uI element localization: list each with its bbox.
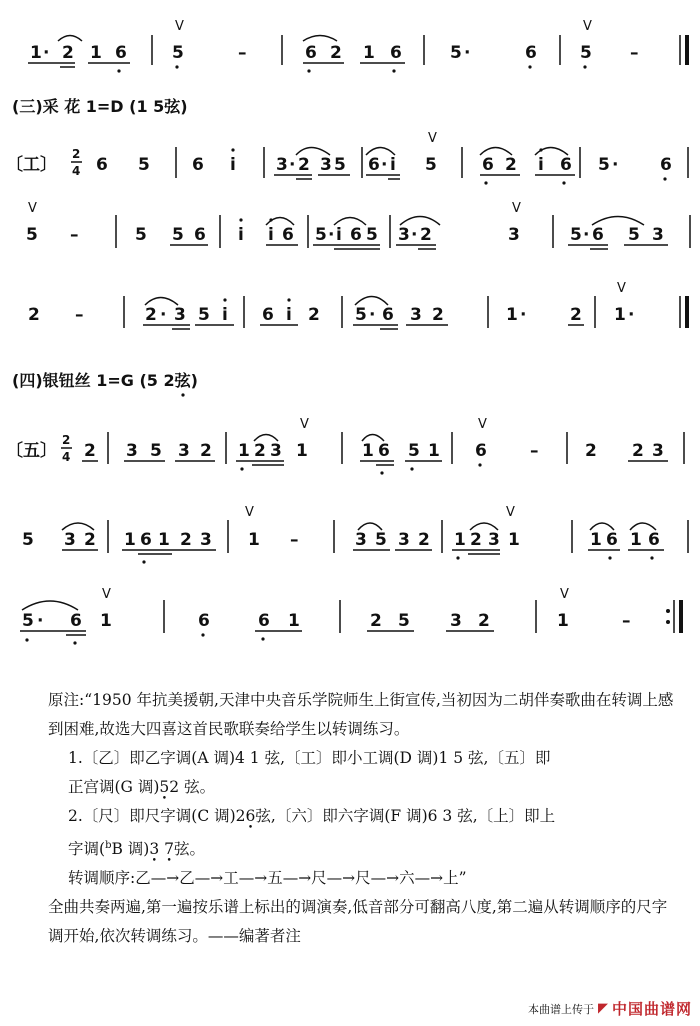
svg-text:1: 1 [362, 441, 374, 461]
svg-text:5: 5 [172, 43, 184, 63]
svg-text:·: · [381, 155, 388, 175]
svg-text:5: 5 [580, 43, 592, 63]
svg-text:V: V [583, 19, 592, 34]
svg-text:6: 6 [648, 530, 660, 550]
svg-text:5: 5 [22, 530, 34, 550]
svg-text:1: 1 [508, 530, 520, 550]
svg-text:1: 1 [428, 441, 440, 461]
svg-text:2: 2 [632, 441, 644, 461]
svg-text:·: · [160, 305, 167, 325]
svg-text:5: 5 [22, 611, 34, 631]
svg-text:i: i [222, 305, 228, 325]
original-note: 原注:“1950 年抗美援朝,天津中央音乐学院师生上街宣传,当初因为二胡伴奏歌曲在转调上感到困难,故选大四喜这首民歌联奏给学生以转调练习。 [48, 691, 674, 738]
svg-text:2: 2 [200, 441, 212, 461]
svg-text:V: V [428, 131, 437, 146]
site-name[interactable]: 中国曲谱网 [611, 1000, 692, 1018]
svg-text:–: – [70, 225, 79, 245]
svg-text:·: · [37, 611, 44, 631]
svg-text:3: 3 [652, 441, 664, 461]
svg-text:·: · [328, 225, 335, 245]
svg-text:5: 5 [198, 305, 210, 325]
svg-text:6: 6 [194, 225, 206, 245]
svg-text:5: 5 [570, 225, 582, 245]
svg-text:5: 5 [398, 611, 410, 631]
svg-text:3: 3 [355, 530, 367, 550]
svg-text:2: 2 [84, 530, 96, 550]
svg-text:·: · [520, 305, 527, 325]
svg-text:6: 6 [368, 155, 380, 175]
svg-text:5: 5 [450, 43, 462, 63]
svg-text:3: 3 [174, 305, 186, 325]
svg-text:V: V [617, 281, 626, 296]
svg-text:i: i [286, 305, 292, 325]
svg-text:·: · [43, 43, 50, 63]
svg-text:3: 3 [270, 441, 282, 461]
svg-text:6: 6 [592, 225, 604, 245]
svg-text:1: 1 [296, 441, 308, 461]
svg-text:3: 3 [652, 225, 664, 245]
svg-text:·: · [464, 43, 471, 63]
svg-text:·: · [411, 225, 418, 245]
svg-text:–: – [290, 530, 299, 550]
svg-text:·: · [289, 155, 296, 175]
svg-text:3: 3 [508, 225, 520, 245]
svg-text:1: 1 [158, 530, 170, 550]
svg-text:3: 3 [398, 530, 410, 550]
note-1-line-1: 1.〔乙〕即乙字调(A 调)4 1 弦,〔工〕即小工调(D 调)1 5 弦,〔五〕即 [68, 749, 551, 767]
svg-text:6: 6 [262, 305, 274, 325]
svg-text:i: i [390, 155, 396, 175]
svg-text:3: 3 [276, 155, 288, 175]
svg-text:i: i [268, 225, 274, 245]
svg-text:6: 6 [382, 305, 394, 325]
svg-text:1: 1 [30, 43, 42, 63]
svg-text:6: 6 [560, 155, 572, 175]
svg-text:·: · [612, 155, 619, 175]
editor-notes [28, 686, 680, 951]
svg-text:2: 2 [570, 305, 582, 325]
svg-text:6: 6 [258, 611, 270, 631]
svg-text:2: 2 [585, 441, 597, 461]
svg-text:V: V [478, 417, 487, 432]
svg-text:1: 1 [238, 441, 250, 461]
note-2-line-2: 字调($^b$B 调)3 • 7 •弦。 [28, 831, 680, 864]
key-label-gong: 〔工〕 [6, 155, 57, 175]
footer [528, 998, 692, 1019]
svg-text:6: 6 [482, 155, 494, 175]
svg-text:1: 1 [614, 305, 626, 325]
svg-text:6: 6 [192, 155, 204, 175]
svg-text:3: 3 [450, 611, 462, 631]
uploaded-text: 本曲谱上传于 [527, 1002, 594, 1016]
svg-text:6: 6 [305, 43, 317, 63]
svg-text:2: 2 [370, 611, 382, 631]
svg-text:V: V [506, 505, 515, 520]
svg-text:5: 5 [172, 225, 184, 245]
svg-text:5: 5 [598, 155, 610, 175]
svg-text:2: 2 [62, 43, 74, 63]
svg-text:2: 2 [180, 530, 192, 550]
svg-text:1: 1 [506, 305, 518, 325]
svg-text:2: 2 [432, 305, 444, 325]
svg-text:1: 1 [630, 530, 642, 550]
svg-text:2: 2 [72, 147, 81, 161]
svg-text:5: 5 [408, 441, 420, 461]
svg-text:2: 2 [478, 611, 490, 631]
svg-text:5: 5 [334, 155, 346, 175]
svg-text:·: · [369, 305, 376, 325]
svg-text:V: V [102, 587, 111, 602]
svg-text:6: 6 [96, 155, 108, 175]
svg-text:–: – [630, 43, 639, 63]
modulation-order: 转调顺序:乙—→乙—→工—→五—→尺—→尺—→六—→上” [68, 869, 467, 888]
svg-text:2: 2 [28, 305, 40, 325]
svg-text:V: V [300, 417, 309, 432]
score-line-4 [28, 281, 687, 329]
svg-text:2: 2 [145, 305, 157, 325]
svg-text:1: 1 [124, 530, 136, 550]
note-2-line-1: 2.〔尺〕即尺字调(C 调)26 •弦,〔六〕即六字调(F 调)6 3 弦,〔上〕即上 [28, 802, 680, 831]
section-3-title: (三)采 花 1=D (1 5弦) [12, 97, 188, 116]
svg-text:6: 6 [140, 530, 152, 550]
svg-text:5: 5 [425, 155, 437, 175]
svg-text:–: – [75, 305, 84, 325]
svg-text:i: i [230, 155, 236, 175]
svg-text:V: V [512, 201, 521, 216]
svg-text:2: 2 [62, 433, 71, 447]
svg-text:4: 4 [62, 450, 71, 464]
svg-text:1: 1 [454, 530, 466, 550]
note-1-line-2: 正宫调(G 调)5 •2 弦。 [28, 773, 680, 802]
svg-text:V: V [28, 201, 37, 216]
section-4-title: (四)银钮丝 1=G (5 2弦) [12, 371, 198, 390]
svg-text:5: 5 [375, 530, 387, 550]
svg-text:1: 1 [363, 43, 375, 63]
key-label-wu: 〔五〕 [6, 441, 57, 461]
score-line-7 [20, 587, 681, 645]
svg-text:5: 5 [355, 305, 367, 325]
svg-text:6: 6 [606, 530, 618, 550]
svg-text:2: 2 [84, 441, 96, 461]
score-line-5 [6, 417, 684, 475]
svg-text:–: – [530, 441, 539, 461]
svg-text:1: 1 [288, 611, 300, 631]
svg-text:6: 6 [475, 441, 487, 461]
svg-text:2: 2 [330, 43, 342, 63]
svg-text:2: 2 [470, 530, 482, 550]
svg-text:6: 6 [115, 43, 127, 63]
svg-text:6: 6 [198, 611, 210, 631]
svg-text:5: 5 [26, 225, 38, 245]
svg-text:4: 4 [72, 164, 81, 178]
svg-text:5: 5 [138, 155, 150, 175]
svg-text:6: 6 [282, 225, 294, 245]
svg-text:5: 5 [150, 441, 162, 461]
svg-text:·: · [583, 225, 590, 245]
svg-text:1: 1 [248, 530, 260, 550]
svg-text:5: 5 [135, 225, 147, 245]
svg-text:5: 5 [315, 225, 327, 245]
svg-text:i: i [336, 225, 342, 245]
svg-text:3: 3 [488, 530, 500, 550]
svg-text:3: 3 [178, 441, 190, 461]
svg-text:2: 2 [254, 441, 266, 461]
svg-text:3: 3 [320, 155, 332, 175]
svg-text:3: 3 [126, 441, 138, 461]
svg-text:1: 1 [590, 530, 602, 550]
svg-text:i: i [538, 155, 544, 175]
svg-text:1: 1 [557, 611, 569, 631]
svg-text:V: V [245, 505, 254, 520]
site-logo-icon: ◤ [597, 1001, 608, 1016]
svg-text:i: i [238, 225, 244, 245]
svg-text:·: · [628, 305, 635, 325]
score-line-2 [6, 131, 688, 185]
score-line-3 [26, 201, 690, 249]
svg-text:6: 6 [525, 43, 537, 63]
svg-text:–: – [238, 43, 247, 63]
svg-text:2: 2 [298, 155, 310, 175]
svg-text:3: 3 [410, 305, 422, 325]
svg-text:3: 3 [398, 225, 410, 245]
svg-text:6: 6 [350, 225, 362, 245]
svg-text:2: 2 [420, 225, 432, 245]
svg-text:6: 6 [390, 43, 402, 63]
svg-text:5: 5 [366, 225, 378, 245]
svg-text:–: – [622, 611, 631, 631]
score-line-1 [28, 19, 687, 73]
svg-text:2: 2 [308, 305, 320, 325]
svg-text:3: 3 [64, 530, 76, 550]
svg-text:6: 6 [378, 441, 390, 461]
svg-text:6: 6 [660, 155, 672, 175]
svg-text:2: 2 [418, 530, 430, 550]
svg-text:V: V [560, 587, 569, 602]
svg-text:3: 3 [200, 530, 212, 550]
svg-text:1: 1 [90, 43, 102, 63]
summary-note: 全曲共奏两遍,第一遍按乐谱上标出的调演奏,低音部分可翻高八度,第二遍从转调顺序的尺字调开始,依次转调练习。——编著者注 [48, 898, 668, 946]
svg-text:V: V [175, 19, 184, 34]
svg-text:5: 5 [628, 225, 640, 245]
svg-text:2: 2 [505, 155, 517, 175]
svg-text:6: 6 [70, 611, 82, 631]
svg-text:1: 1 [100, 611, 112, 631]
score-line-6 [22, 505, 688, 564]
